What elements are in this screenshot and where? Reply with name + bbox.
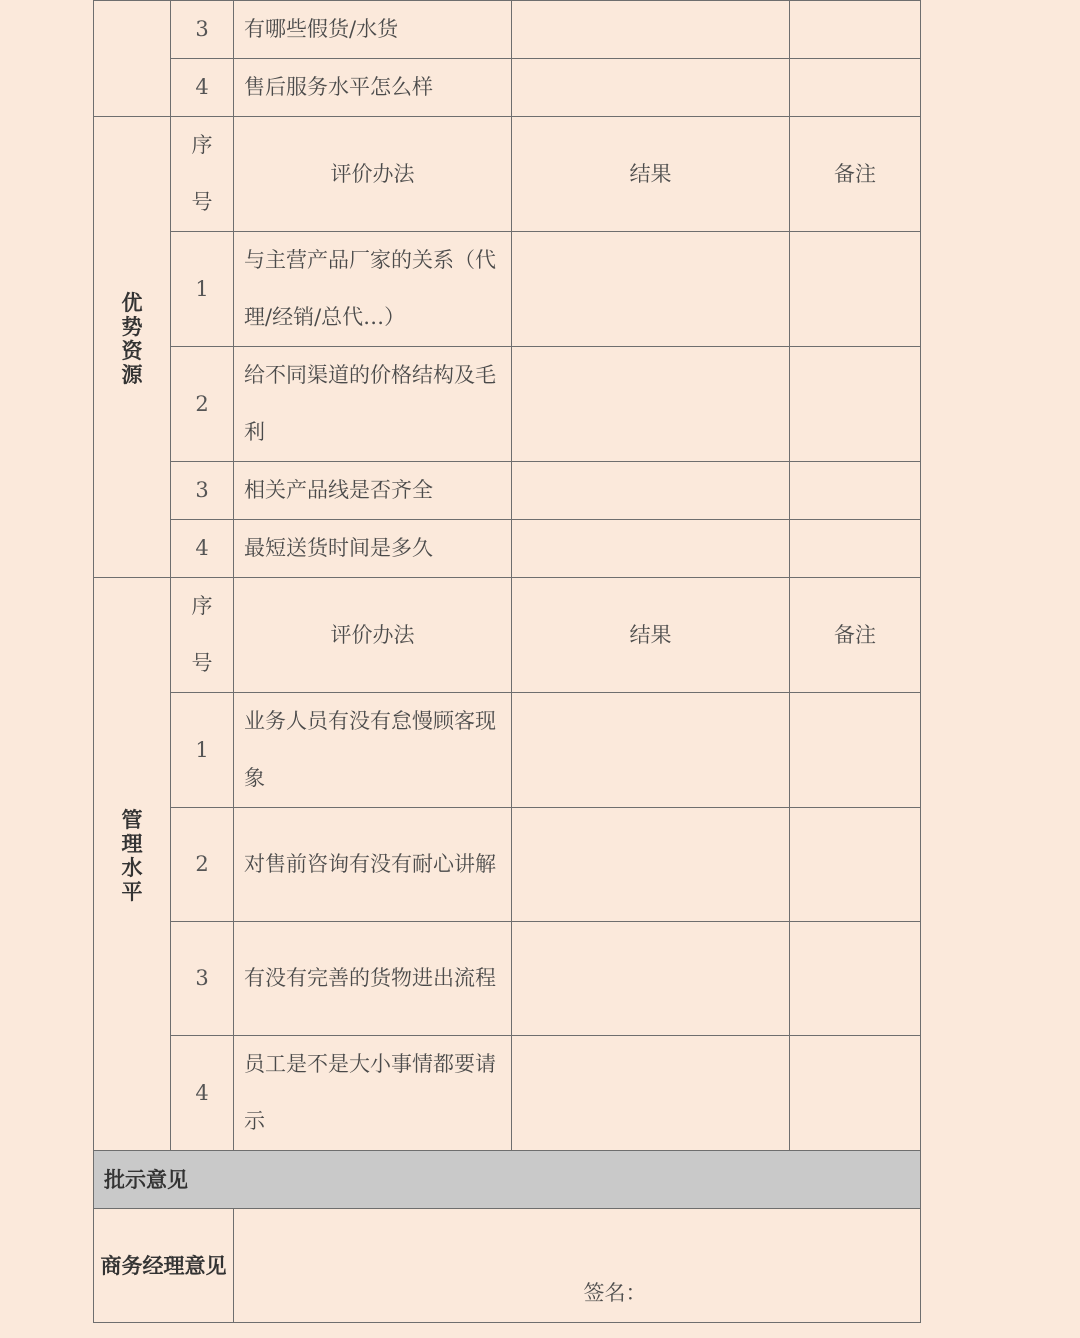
result-cell[interactable] [512,462,790,520]
method-cell: 业务人员有没有怠慢顾客现象 [234,693,512,808]
table-row [94,808,921,922]
table-row [94,922,921,1036]
note-cell[interactable] [790,59,921,117]
table-row [94,1,921,59]
header-row [94,578,921,693]
note-cell[interactable] [790,347,921,462]
note-cell[interactable] [790,808,921,922]
evaluation-table [93,0,921,1323]
note-cell[interactable] [790,520,921,578]
method-cell: 有哪些假货/水货 [234,1,512,59]
method-cell: 与主营产品厂家的关系（代理/经销/总代…） [234,232,512,347]
method-cell: 售后服务水平怎么样 [234,59,512,117]
result-cell[interactable] [512,520,790,578]
method-cell: 最短送货时间是多久 [234,520,512,578]
result-cell[interactable] [512,922,790,1036]
manager-label: 商务经理意见 [94,1209,234,1323]
result-header: 结果 [512,117,790,232]
header-row [94,117,921,232]
seq-header: 序号 [171,578,234,693]
seq-cell: 3 [171,922,234,1036]
result-cell[interactable] [512,693,790,808]
result-cell[interactable] [512,347,790,462]
category-label: 优势资源 [121,290,143,387]
note-cell[interactable] [790,1,921,59]
manager-opinion-field[interactable] [234,1209,921,1323]
seq-cell: 4 [171,520,234,578]
table-row [94,462,921,520]
category-label: 管理水平 [121,807,143,904]
result-cell[interactable] [512,232,790,347]
method-cell: 有没有完善的货物进出流程 [234,922,512,1036]
method-header: 评价办法 [234,578,512,693]
table-row [94,1036,921,1151]
table-row [94,693,921,808]
seq-cell: 3 [171,462,234,520]
seq-cell: 3 [171,1,234,59]
sign-label: 签名： [583,1281,647,1305]
table-row [94,347,921,462]
table-row [94,520,921,578]
result-cell[interactable] [512,1036,790,1151]
manager-row [94,1209,921,1323]
seq-cell: 4 [171,1036,234,1151]
table-row [94,232,921,347]
note-cell[interactable] [790,1036,921,1151]
result-cell[interactable] [512,59,790,117]
empty-category-cell [94,1,171,117]
seq-cell: 4 [171,59,234,117]
note-header: 备注 [790,578,921,693]
note-cell[interactable] [790,922,921,1036]
seq-cell: 1 [171,693,234,808]
table-row [94,59,921,117]
result-header: 结果 [512,578,790,693]
note-cell[interactable] [790,232,921,347]
method-cell: 员工是不是大小事情都要请示 [234,1036,512,1151]
method-header: 评价办法 [234,117,512,232]
note-cell[interactable] [790,693,921,808]
seq-cell: 2 [171,347,234,462]
approval-header-row [94,1151,921,1209]
result-cell[interactable] [512,1,790,59]
approval-title: 批示意见 [94,1151,921,1209]
method-cell: 给不同渠道的价格结构及毛利 [234,347,512,462]
seq-header: 序号 [171,117,234,232]
result-cell[interactable] [512,808,790,922]
method-cell: 对售前咨询有没有耐心讲解 [234,808,512,922]
method-cell: 相关产品线是否齐全 [234,462,512,520]
seq-cell: 1 [171,232,234,347]
category-cell [94,578,171,1151]
note-header: 备注 [790,117,921,232]
category-cell [94,117,171,578]
note-cell[interactable] [790,462,921,520]
seq-cell: 2 [171,808,234,922]
